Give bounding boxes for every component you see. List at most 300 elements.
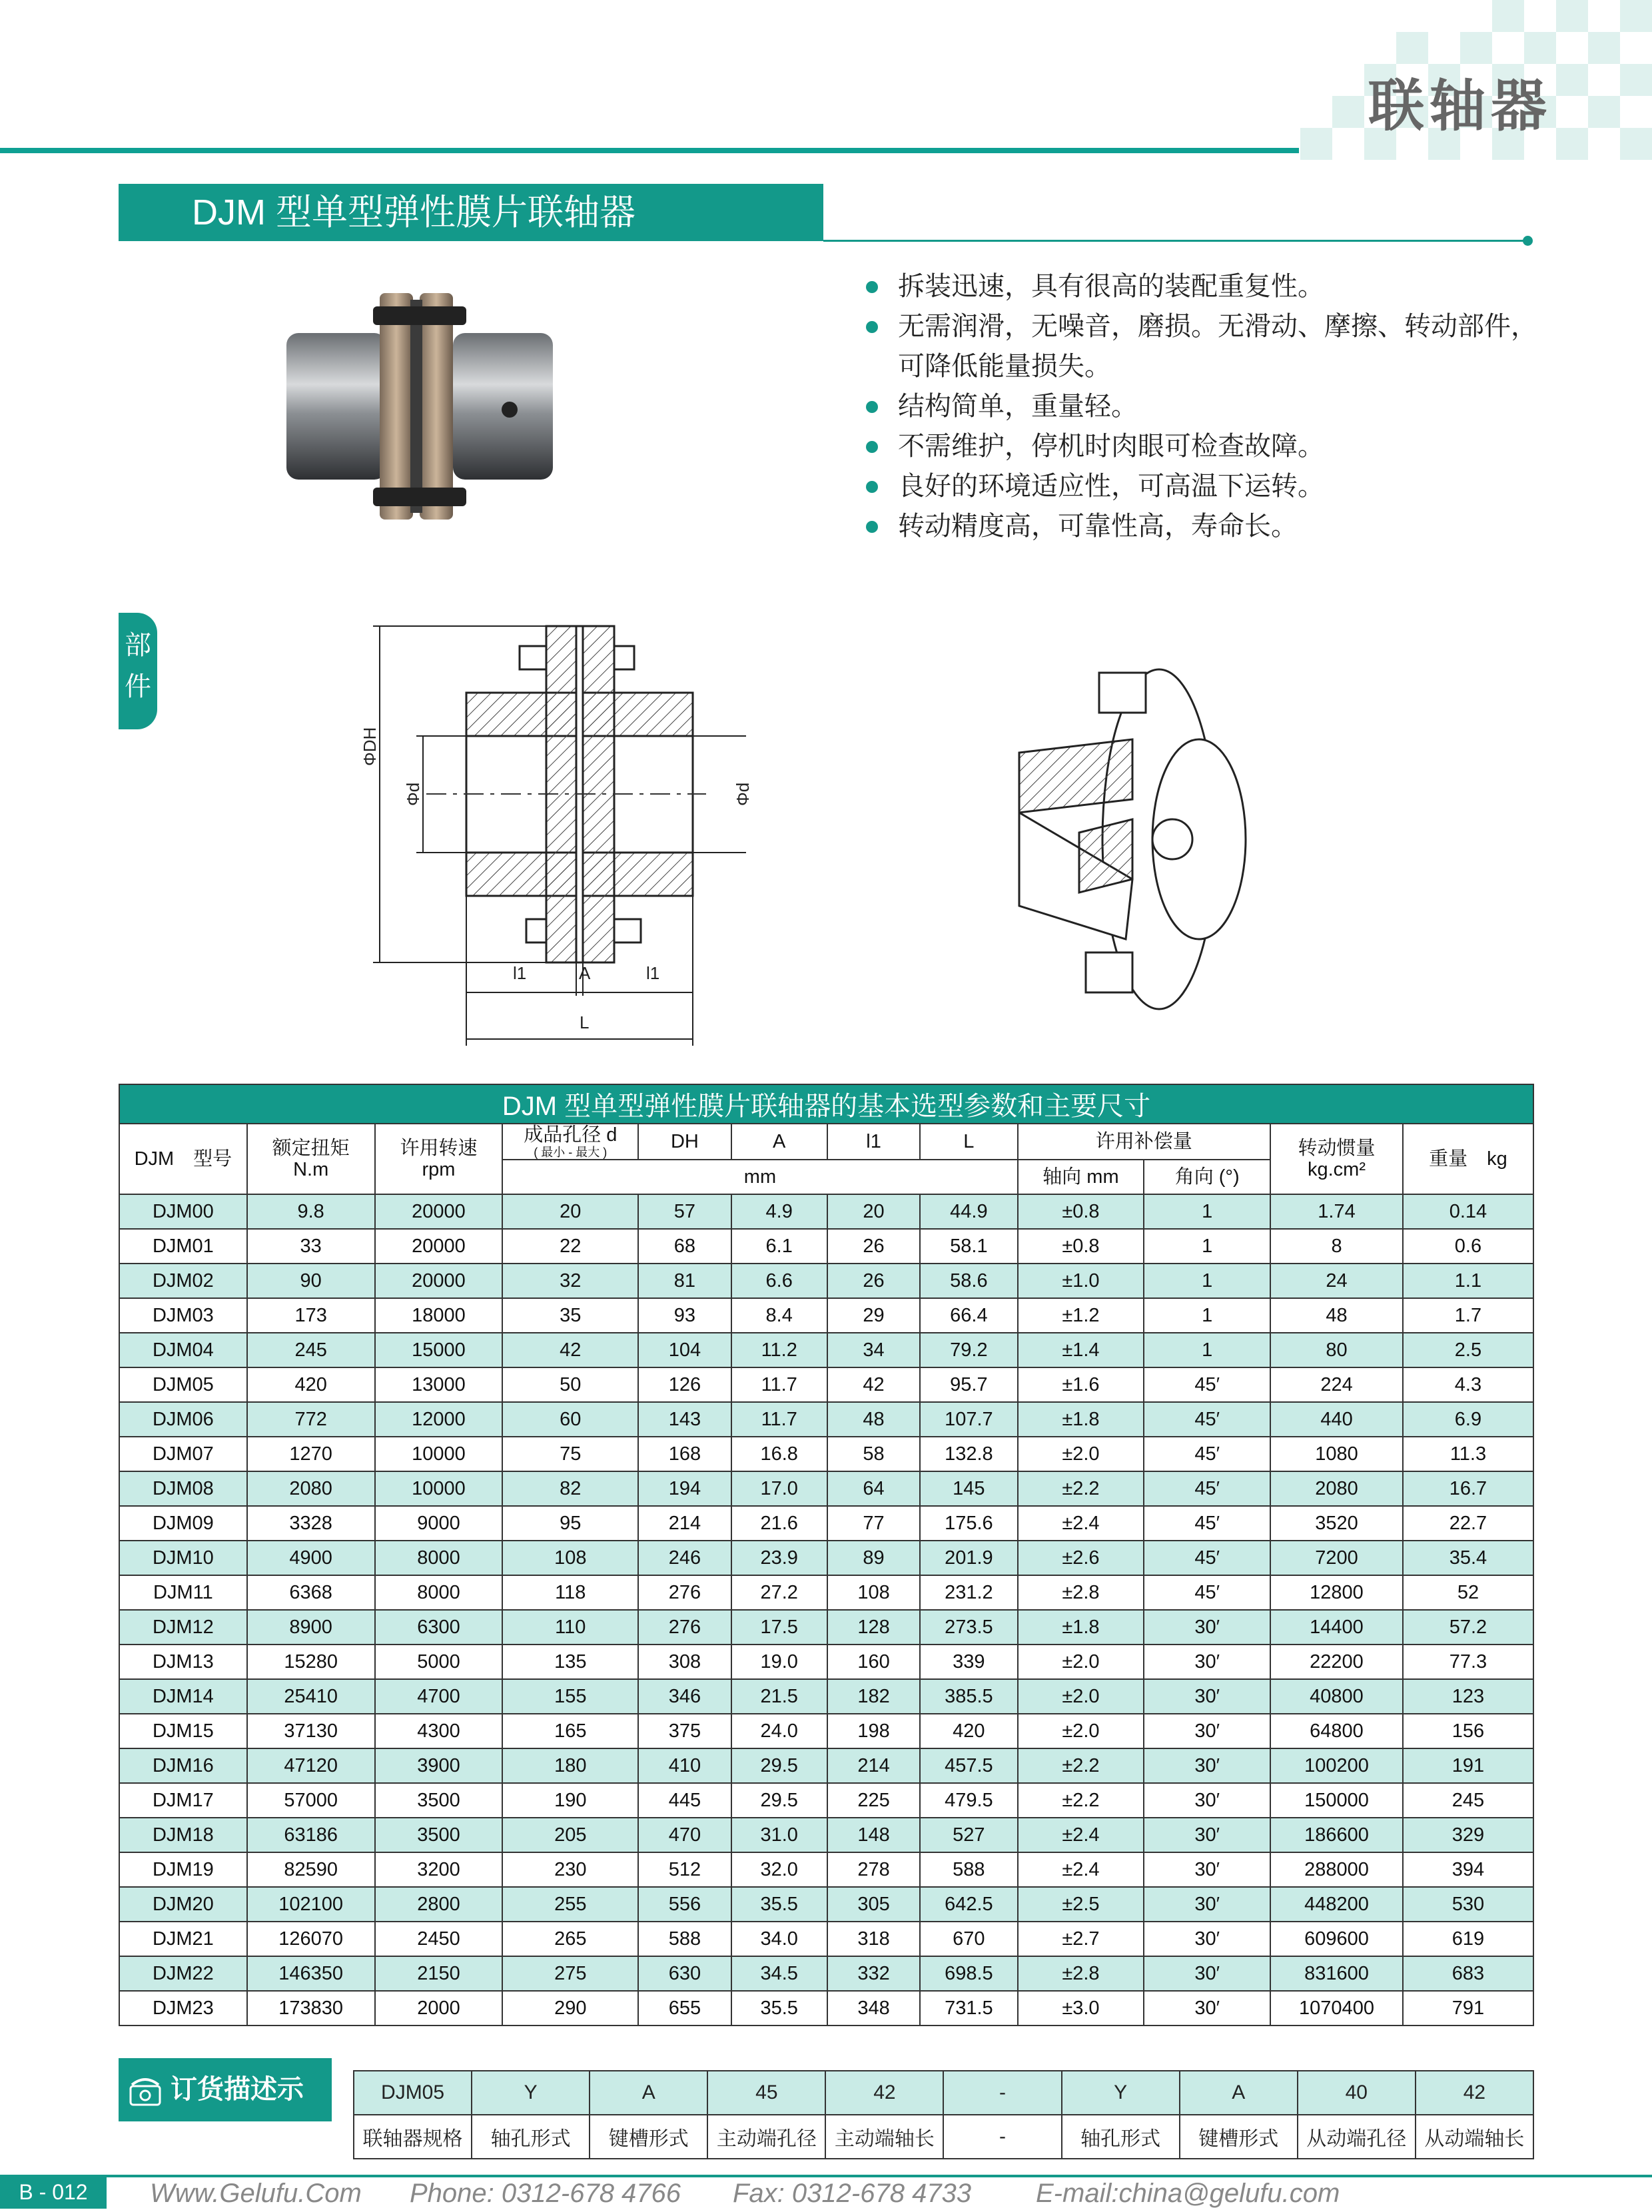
table-cell: 556	[638, 1887, 731, 1922]
table-cell: 1	[1144, 1333, 1270, 1367]
table-cell: 346	[638, 1679, 731, 1714]
table-cell: 278	[827, 1852, 920, 1887]
table-cell: 45′	[1144, 1437, 1270, 1471]
table-cell: 6.6	[731, 1264, 827, 1298]
col-header-bore: 成品孔径 d ( 最小 - 最大 )	[502, 1124, 638, 1160]
table-cell: 18000	[375, 1298, 503, 1333]
footer-phone: Phone: 0312-678 4766	[410, 2179, 681, 2208]
table-cell: 31.0	[731, 1818, 827, 1852]
table-cell: 102100	[247, 1887, 375, 1922]
table-row	[119, 1714, 1533, 1748]
table-row	[119, 1645, 1533, 1679]
footer-website[interactable]: Www.Gelufu.Com	[150, 2179, 362, 2208]
table-row	[119, 1852, 1533, 1887]
table-cell: ±2.5	[1018, 1887, 1144, 1922]
table-cell: 420	[920, 1714, 1017, 1748]
table-cell: 4.3	[1403, 1367, 1533, 1402]
table-cell: 4.9	[731, 1194, 827, 1229]
table-cell: 1	[1144, 1194, 1270, 1229]
table-cell: 1.7	[1403, 1298, 1533, 1333]
table-cell: 791	[1403, 1991, 1533, 2026]
table-cell: 609600	[1270, 1922, 1403, 1956]
product-title-banner: DJM 型单型弹性膜片联轴器	[119, 184, 823, 241]
table-cell: ±1.4	[1018, 1333, 1144, 1367]
table-cell: ±2.0	[1018, 1679, 1144, 1714]
table-cell: 308	[638, 1645, 731, 1679]
table-row	[119, 1783, 1533, 1818]
col-header-model: DJM 型号	[119, 1124, 247, 1194]
table-cell: 3900	[375, 1748, 503, 1783]
table-cell: 1080	[1270, 1437, 1403, 1471]
table-cell: 50	[502, 1367, 638, 1402]
table-cell: 205	[502, 1818, 638, 1852]
table-row	[119, 1367, 1533, 1402]
table-cell: DJM08	[119, 1471, 247, 1506]
table-cell: 57	[638, 1194, 731, 1229]
table-row	[119, 1264, 1533, 1298]
table-cell: 30′	[1144, 1887, 1270, 1922]
table-cell: DJM19	[119, 1852, 247, 1887]
table-cell: 683	[1403, 1956, 1533, 1991]
table-cell: DJM03	[119, 1298, 247, 1333]
table-cell: 32	[502, 1264, 638, 1298]
order-caption: 键槽形式	[590, 2115, 707, 2159]
table-row	[119, 1471, 1533, 1506]
table-cell: 34	[827, 1333, 920, 1367]
footer-fax: Fax: 0312-678 4733	[733, 2179, 972, 2208]
table-row	[119, 1887, 1533, 1922]
table-cell: 588	[638, 1922, 731, 1956]
table-cell: 0.14	[1403, 1194, 1533, 1229]
table-cell: 22.7	[1403, 1506, 1533, 1541]
page-number: B - 012	[0, 2175, 107, 2209]
table-row	[119, 1333, 1533, 1367]
order-caption: 主动端轴长	[825, 2115, 943, 2159]
table-row	[119, 1402, 1533, 1437]
section-tab-char: 件	[125, 672, 151, 701]
table-cell: 58.6	[920, 1264, 1017, 1298]
table-cell: 339	[920, 1645, 1017, 1679]
dimension-label-d-right: Φd	[733, 782, 753, 806]
table-row	[119, 1922, 1533, 1956]
table-row	[119, 1194, 1533, 1229]
table-cell: 19.0	[731, 1645, 827, 1679]
table-cell: 1070400	[1270, 1991, 1403, 2026]
table-cell: 831600	[1270, 1956, 1403, 1991]
table-cell: 100200	[1270, 1748, 1403, 1783]
table-cell: 375	[638, 1714, 731, 1748]
table-cell: 123	[1403, 1679, 1533, 1714]
table-cell: 63186	[247, 1818, 375, 1852]
table-cell: 15280	[247, 1645, 375, 1679]
col-header-dh: DH	[638, 1124, 731, 1160]
table-cell: DJM09	[119, 1506, 247, 1541]
table-cell: 30′	[1144, 1679, 1270, 1714]
table-cell: 118	[502, 1575, 638, 1610]
table-cell: 457.5	[920, 1748, 1017, 1783]
banner-rule-dot	[1523, 236, 1533, 246]
table-cell: 42	[502, 1333, 638, 1367]
table-cell: 305	[827, 1887, 920, 1922]
order-caption: 联轴器规格	[354, 2115, 472, 2159]
table-cell: 348	[827, 1991, 920, 2026]
table-cell: 148	[827, 1818, 920, 1852]
cross-section-drawing	[360, 613, 746, 1052]
category-title: 联轴器	[1368, 73, 1552, 139]
col-header-speed: 许用转速 rpm	[375, 1124, 503, 1194]
table-cell: 42	[827, 1367, 920, 1402]
section-tab-char: 部	[125, 631, 151, 660]
table-cell: 5000	[375, 1645, 503, 1679]
table-cell: DJM00	[119, 1194, 247, 1229]
table-cell: ±2.4	[1018, 1506, 1144, 1541]
table-row	[119, 1298, 1533, 1333]
table-cell: 20	[827, 1194, 920, 1229]
table-row	[119, 1506, 1533, 1541]
table-cell: 16.7	[1403, 1471, 1533, 1506]
table-cell: 80	[1270, 1333, 1403, 1367]
table-cell: 12800	[1270, 1575, 1403, 1610]
table-cell: 21.6	[731, 1506, 827, 1541]
table-cell: 6300	[375, 1610, 503, 1645]
table-cell: DJM12	[119, 1610, 247, 1645]
table-cell: 9.8	[247, 1194, 375, 1229]
table-cell: 47120	[247, 1748, 375, 1783]
table-cell: 2800	[375, 1887, 503, 1922]
table-cell: 11.2	[731, 1333, 827, 1367]
table-cell: DJM07	[119, 1437, 247, 1471]
table-cell: ±3.0	[1018, 1991, 1144, 2026]
table-cell: 14400	[1270, 1610, 1403, 1645]
table-cell: 231.2	[920, 1575, 1017, 1610]
table-row	[119, 1748, 1533, 1783]
table-cell: 3328	[247, 1506, 375, 1541]
table-cell: 48	[827, 1402, 920, 1437]
table-cell: 4700	[375, 1679, 503, 1714]
table-cell: ±1.0	[1018, 1264, 1144, 1298]
table-cell: 22200	[1270, 1645, 1403, 1679]
table-cell: 1	[1144, 1298, 1270, 1333]
order-value: Y	[472, 2071, 590, 2115]
table-cell: ±2.4	[1018, 1852, 1144, 1887]
table-cell: DJM22	[119, 1956, 247, 1991]
col-header-axial: 轴向 mm	[1018, 1160, 1144, 1194]
table-cell: 128	[827, 1610, 920, 1645]
col-header-angular: 角向 (°)	[1144, 1160, 1270, 1194]
table-cell: 20000	[375, 1194, 503, 1229]
table-cell: 168	[638, 1437, 731, 1471]
order-value: Y	[1062, 2071, 1180, 2115]
table-cell: 45′	[1144, 1471, 1270, 1506]
table-cell: 90	[247, 1264, 375, 1298]
table-row	[119, 1610, 1533, 1645]
table-cell: 3500	[375, 1783, 503, 1818]
table-cell: ±2.2	[1018, 1748, 1144, 1783]
table-cell: 66.4	[920, 1298, 1017, 1333]
table-cell: 198	[827, 1714, 920, 1748]
table-cell: DJM17	[119, 1783, 247, 1818]
order-caption: 从动端轴长	[1416, 2115, 1533, 2159]
footer-email[interactable]: E-mail:china@gelufu.com	[1036, 2179, 1340, 2208]
table-cell: 81	[638, 1264, 731, 1298]
table-cell: 670	[920, 1922, 1017, 1956]
table-cell: DJM13	[119, 1645, 247, 1679]
table-cell: 2000	[375, 1991, 503, 2026]
table-cell: 15000	[375, 1333, 503, 1367]
table-cell: DJM23	[119, 1991, 247, 2026]
feature-item: 无需润滑，无噪音，磨损。无滑动、摩擦、转动部件，可降低能量损失。	[859, 306, 1559, 386]
table-cell: 655	[638, 1991, 731, 2026]
table-cell: 225	[827, 1783, 920, 1818]
table-cell: 9000	[375, 1506, 503, 1541]
table-cell: 150000	[1270, 1783, 1403, 1818]
order-example-text: 订货描述示例:	[171, 2075, 304, 2167]
table-cell: 17.0	[731, 1471, 827, 1506]
feature-item: 不需维护，停机时肉眼可检查故障。	[859, 426, 1559, 466]
table-cell: 214	[638, 1506, 731, 1541]
table-row	[119, 1818, 1533, 1852]
table-cell: 224	[1270, 1367, 1403, 1402]
table-cell: 30′	[1144, 1610, 1270, 1645]
table-cell: DJM11	[119, 1575, 247, 1610]
table-cell: ±0.8	[1018, 1229, 1144, 1264]
table-cell: 255	[502, 1887, 638, 1922]
table-cell: 89	[827, 1541, 920, 1575]
table-cell: 45′	[1144, 1541, 1270, 1575]
table-cell: 57000	[247, 1783, 375, 1818]
table-cell: 276	[638, 1610, 731, 1645]
order-value: DJM05	[354, 2071, 472, 2115]
table-cell: 108	[827, 1575, 920, 1610]
table-cell: 1	[1144, 1229, 1270, 1264]
table-cell: 26	[827, 1229, 920, 1264]
table-cell: 246	[638, 1541, 731, 1575]
table-cell: 8000	[375, 1575, 503, 1610]
table-cell: 420	[247, 1367, 375, 1402]
table-cell: DJM04	[119, 1333, 247, 1367]
table-cell: 11.3	[1403, 1437, 1533, 1471]
table-cell: 23.9	[731, 1541, 827, 1575]
order-value: 45	[707, 2071, 825, 2115]
table-cell: DJM02	[119, 1264, 247, 1298]
table-cell: 530	[1403, 1887, 1533, 1922]
table-cell: 48	[1270, 1298, 1403, 1333]
table-cell: 44.9	[920, 1194, 1017, 1229]
spec-table	[119, 1084, 1534, 2026]
table-cell: 25410	[247, 1679, 375, 1714]
table-cell: 2150	[375, 1956, 503, 1991]
table-cell: 772	[247, 1402, 375, 1437]
table-cell: 190	[502, 1783, 638, 1818]
spec-table-title: DJM 型单型弹性膜片联轴器的基本选型参数和主要尺寸	[119, 1084, 1533, 1124]
table-cell: 8000	[375, 1541, 503, 1575]
table-cell: ±2.6	[1018, 1541, 1144, 1575]
table-cell: 82590	[247, 1852, 375, 1887]
table-cell: 619	[1403, 1922, 1533, 1956]
table-cell: 2080	[247, 1471, 375, 1506]
feature-item: 拆装迅速，具有很高的装配重复性。	[859, 266, 1559, 306]
table-cell: 165	[502, 1714, 638, 1748]
table-cell: 8900	[247, 1610, 375, 1645]
table-cell: 394	[1403, 1852, 1533, 1887]
table-cell: 64800	[1270, 1714, 1403, 1748]
table-cell: 30′	[1144, 1852, 1270, 1887]
order-caption: 轴孔形式	[472, 2115, 590, 2159]
table-cell: 642.5	[920, 1887, 1017, 1922]
product-photo	[280, 280, 560, 533]
table-cell: 29.5	[731, 1748, 827, 1783]
table-cell: 37130	[247, 1714, 375, 1748]
table-cell: ±2.0	[1018, 1437, 1144, 1471]
table-cell: 385.5	[920, 1679, 1017, 1714]
table-cell: ±1.2	[1018, 1298, 1144, 1333]
table-cell: 512	[638, 1852, 731, 1887]
order-caption: 键槽形式	[1180, 2115, 1298, 2159]
table-cell: 275	[502, 1956, 638, 1991]
table-cell: 95.7	[920, 1367, 1017, 1402]
table-cell: 24.0	[731, 1714, 827, 1748]
col-header-l1: l1	[827, 1124, 920, 1160]
table-cell: 698.5	[920, 1956, 1017, 1991]
table-cell: 160	[827, 1645, 920, 1679]
table-cell: 30′	[1144, 1922, 1270, 1956]
table-cell: ±0.8	[1018, 1194, 1144, 1229]
table-cell: ±1.8	[1018, 1402, 1144, 1437]
table-cell: 110	[502, 1610, 638, 1645]
table-cell: 34.0	[731, 1922, 827, 1956]
table-cell: 45′	[1144, 1575, 1270, 1610]
table-cell: 30′	[1144, 1991, 1270, 2026]
table-cell: DJM05	[119, 1367, 247, 1402]
table-cell: DJM01	[119, 1229, 247, 1264]
table-cell: ±2.2	[1018, 1783, 1144, 1818]
table-cell: 470	[638, 1818, 731, 1852]
table-cell: 6.1	[731, 1229, 827, 1264]
table-cell: 143	[638, 1402, 731, 1437]
order-caption: 轴孔形式	[1062, 2115, 1180, 2159]
feature-list	[859, 266, 1559, 546]
table-cell: 75	[502, 1437, 638, 1471]
table-cell: ±2.8	[1018, 1956, 1144, 1991]
table-cell: 104	[638, 1333, 731, 1367]
table-cell: 30′	[1144, 1818, 1270, 1852]
table-cell: 410	[638, 1748, 731, 1783]
order-value: A	[590, 2071, 707, 2115]
table-cell: 2.5	[1403, 1333, 1533, 1367]
table-cell: 24	[1270, 1264, 1403, 1298]
table-cell: 16.8	[731, 1437, 827, 1471]
table-cell: 156	[1403, 1714, 1533, 1748]
table-cell: 64	[827, 1471, 920, 1506]
table-cell: DJM18	[119, 1818, 247, 1852]
table-cell: ±2.8	[1018, 1575, 1144, 1610]
table-cell: 10000	[375, 1437, 503, 1471]
col-header-mm: mm	[502, 1160, 1017, 1194]
table-cell: 276	[638, 1575, 731, 1610]
table-cell: 77.3	[1403, 1645, 1533, 1679]
feature-item: 转动精度高，可靠性高，寿命长。	[859, 506, 1559, 546]
table-cell: 265	[502, 1922, 638, 1956]
table-cell: 630	[638, 1956, 731, 1991]
dimension-label-dh: ΦDH	[360, 727, 380, 766]
table-cell: 288000	[1270, 1852, 1403, 1887]
col-header-a: A	[731, 1124, 827, 1160]
table-cell: 146350	[247, 1956, 375, 1991]
table-cell: DJM10	[119, 1541, 247, 1575]
table-cell: DJM06	[119, 1402, 247, 1437]
table-cell: 2080	[1270, 1471, 1403, 1506]
table-cell: 21.5	[731, 1679, 827, 1714]
table-cell: 180	[502, 1748, 638, 1783]
table-cell: 3200	[375, 1852, 503, 1887]
section-tab-parts	[119, 613, 157, 729]
col-header-inertia: 转动惯量 kg.cm²	[1270, 1124, 1403, 1194]
order-value: A	[1180, 2071, 1298, 2115]
dimension-label-d: Φd	[403, 782, 423, 806]
table-cell: 230	[502, 1852, 638, 1887]
cutaway-illustration	[999, 659, 1266, 1019]
table-cell: 182	[827, 1679, 920, 1714]
table-cell: ±2.0	[1018, 1714, 1144, 1748]
table-cell: 33	[247, 1229, 375, 1264]
table-cell: 34.5	[731, 1956, 827, 1991]
table-cell: 22	[502, 1229, 638, 1264]
col-header-compensation: 许用补偿量	[1018, 1124, 1271, 1160]
table-cell: 35	[502, 1298, 638, 1333]
table-cell: ±2.2	[1018, 1471, 1144, 1506]
table-cell: 45′	[1144, 1506, 1270, 1541]
table-cell: 145	[920, 1471, 1017, 1506]
order-value: -	[943, 2071, 1061, 2115]
table-cell: 13000	[375, 1367, 503, 1402]
dimension-label-l1-right: l1	[646, 963, 660, 983]
table-cell: 175.6	[920, 1506, 1017, 1541]
table-cell: 245	[247, 1333, 375, 1367]
table-cell: ±2.4	[1018, 1818, 1144, 1852]
col-header-l: L	[920, 1124, 1017, 1160]
table-cell: 30′	[1144, 1956, 1270, 1991]
order-caption: -	[943, 2115, 1061, 2159]
table-cell: 20	[502, 1194, 638, 1229]
order-value: 40	[1298, 2071, 1416, 2115]
order-value: 42	[1416, 2071, 1533, 2115]
table-cell: 58.1	[920, 1229, 1017, 1264]
table-cell: 68	[638, 1229, 731, 1264]
table-cell: 3520	[1270, 1506, 1403, 1541]
table-cell: 186600	[1270, 1818, 1403, 1852]
table-cell: DJM14	[119, 1679, 247, 1714]
table-cell: 440	[1270, 1402, 1403, 1437]
order-example-table	[353, 2070, 1534, 2159]
col-header-torque: 额定扭矩 N.m	[247, 1124, 375, 1194]
table-cell: 20000	[375, 1264, 503, 1298]
order-example-label	[119, 2058, 332, 2167]
table-cell: 7200	[1270, 1541, 1403, 1575]
table-cell: 8	[1270, 1229, 1403, 1264]
table-cell: 6368	[247, 1575, 375, 1610]
table-cell: 527	[920, 1818, 1017, 1852]
table-cell: 58	[827, 1437, 920, 1471]
table-row	[119, 1229, 1533, 1264]
table-cell: 95	[502, 1506, 638, 1541]
table-cell: ±1.8	[1018, 1610, 1144, 1645]
table-cell: 57.2	[1403, 1610, 1533, 1645]
table-row	[119, 1679, 1533, 1714]
table-cell: 479.5	[920, 1783, 1017, 1818]
table-cell: 10000	[375, 1471, 503, 1506]
table-cell: 40800	[1270, 1679, 1403, 1714]
table-cell: DJM20	[119, 1887, 247, 1922]
